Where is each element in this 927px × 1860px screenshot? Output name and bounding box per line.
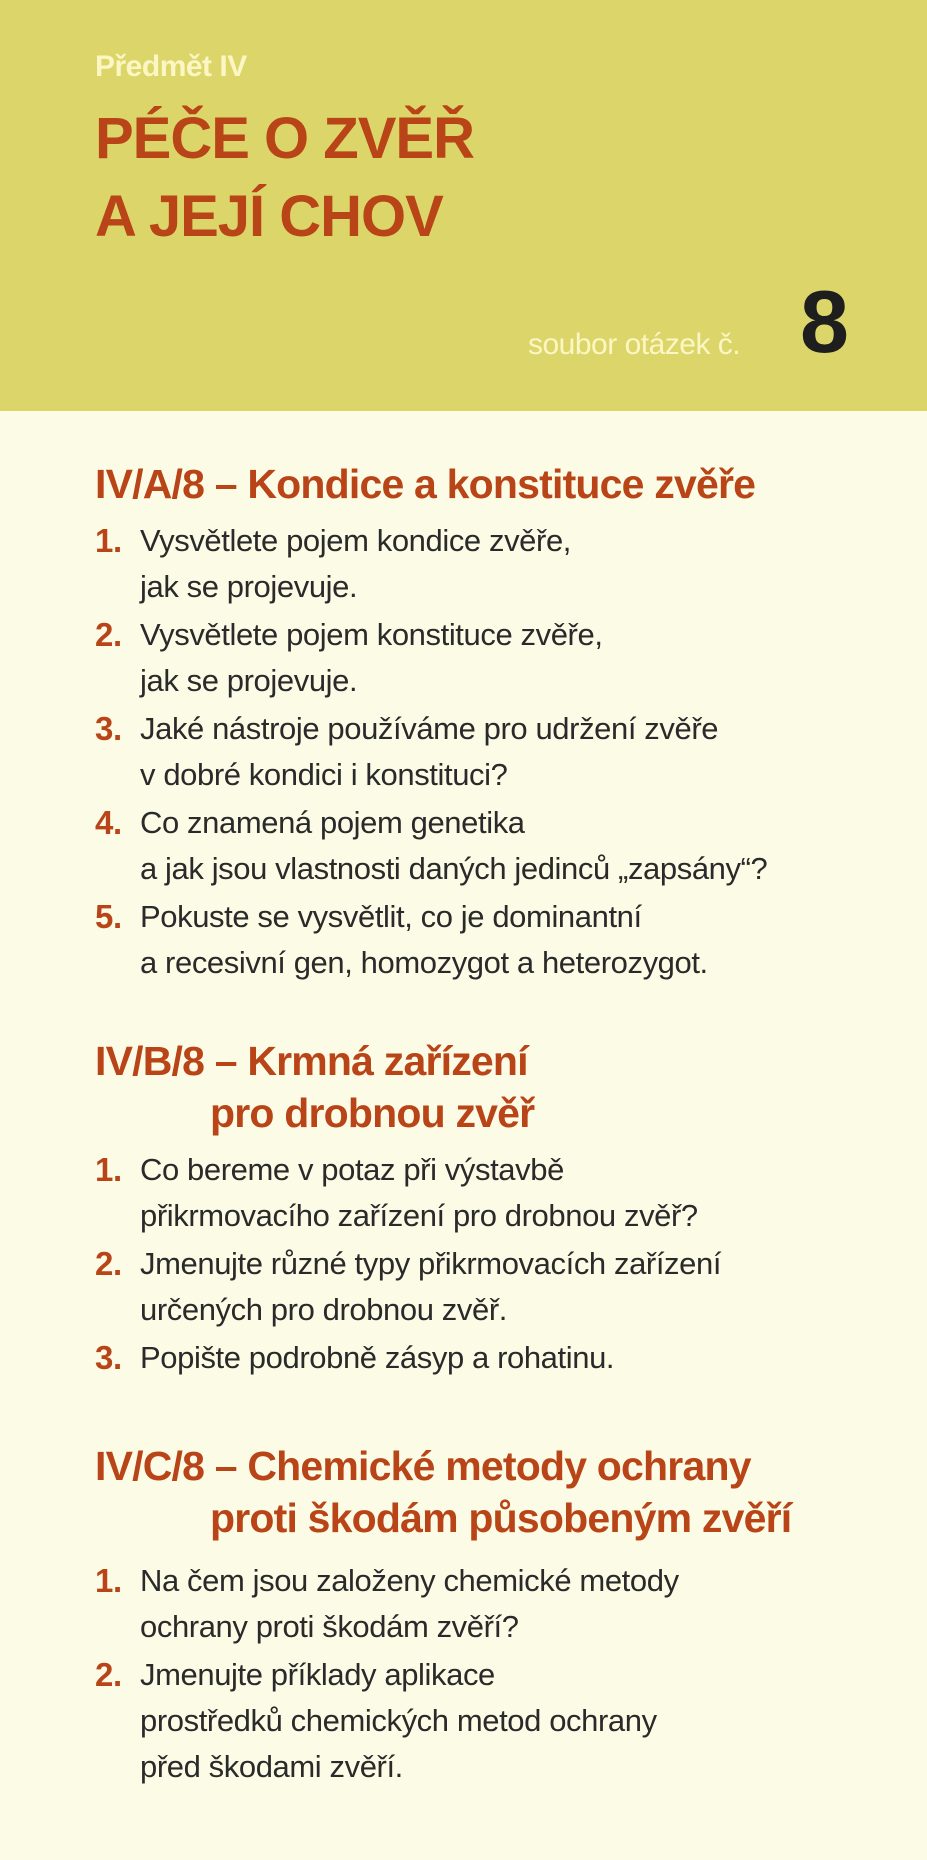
- header-band: [0, 0, 927, 411]
- question-set-label: soubor otázek č.: [528, 328, 741, 361]
- question-text-line: Co bereme v potaz při výstavbě: [140, 1152, 564, 1187]
- question-text-line: Jmenujte příklady aplikace: [140, 1657, 495, 1692]
- question-number: 1.: [95, 522, 122, 559]
- list-item: [95, 800, 915, 892]
- question-text-line: jak se projevuje.: [140, 569, 358, 604]
- page-title: [95, 100, 474, 256]
- list-item: [95, 894, 915, 986]
- question-text-line: přikrmovacího zařízení pro drobnou zvěř?: [140, 1198, 698, 1233]
- question-text-line: v dobré kondici i konstituci?: [140, 757, 508, 792]
- section-title: [95, 1440, 915, 1544]
- list-item: [95, 706, 915, 798]
- section-title-line-1: IV/C/8 – Chemické metody ochrany: [95, 1443, 751, 1489]
- list-item: [95, 1652, 915, 1790]
- question-number: 3.: [95, 710, 122, 747]
- question-set-number: 8: [800, 272, 849, 371]
- question-number: 3.: [95, 1339, 122, 1376]
- question-number: 1.: [95, 1151, 122, 1188]
- list-item: [95, 612, 915, 704]
- list-item: [95, 1241, 915, 1333]
- question-text-line: Vysvětlete pojem konstituce zvěře,: [140, 617, 603, 652]
- question-text-line: Jaké nástroje používáme pro udržení zvěře: [140, 711, 719, 746]
- question-list: [95, 1147, 915, 1381]
- list-item: [95, 518, 915, 610]
- question-number: 2.: [95, 1245, 122, 1282]
- section-title-line-2: pro drobnou zvěř: [210, 1090, 535, 1136]
- question-number: 2.: [95, 616, 122, 653]
- question-text-line: před škodami zvěří.: [140, 1749, 403, 1784]
- question-list: [95, 1558, 915, 1790]
- section-b: [95, 1035, 915, 1383]
- section-title-line-1: IV/A/8 – Kondice a konstituce zvěře: [95, 461, 756, 507]
- list-item: [95, 1335, 915, 1381]
- question-text-line: ochrany proti škodám zvěří?: [140, 1609, 519, 1644]
- section-a: [95, 458, 915, 988]
- section-title: [95, 1035, 915, 1139]
- section-title: [95, 458, 915, 510]
- question-text-line: Pokuste se vysvětlit, co je dominantní: [140, 899, 642, 934]
- question-text-line: Na čem jsou založeny chemické metody: [140, 1563, 679, 1598]
- question-text-line: Vysvětlete pojem kondice zvěře,: [140, 523, 572, 558]
- question-text-line: Jmenujte různé typy přikrmovacích zařízení: [140, 1246, 722, 1281]
- section-title-line-2: proti škodám působeným zvěří: [210, 1495, 792, 1541]
- question-text-line: určených pro drobnou zvěř.: [140, 1292, 507, 1327]
- question-text-line: a recesivní gen, homozygot a heterozygot.: [140, 945, 708, 980]
- question-list: [95, 518, 915, 986]
- section-title-line-1: IV/B/8 – Krmná zařízení: [95, 1038, 528, 1084]
- question-text-line: jak se projevuje.: [140, 663, 358, 698]
- question-number: 1.: [95, 1562, 122, 1599]
- title-line-2: A JEJÍ CHOV: [95, 184, 443, 249]
- question-text-line: Co znamená pojem genetika: [140, 805, 525, 840]
- list-item: [95, 1558, 915, 1650]
- question-text-line: a jak jsou vlastnosti daných jedinců „zapsány“?: [140, 851, 768, 886]
- title-line-1: PÉČE O ZVĚŘ: [95, 106, 474, 171]
- question-number: 4.: [95, 804, 122, 841]
- subject-label: Předmět IV: [95, 50, 247, 83]
- section-c: [95, 1440, 915, 1792]
- question-number: 2.: [95, 1656, 122, 1693]
- question-text-line: prostředků chemických metod ochrany: [140, 1703, 657, 1738]
- list-item: [95, 1147, 915, 1239]
- question-text-line: Popište podrobně zásyp a rohatinu.: [140, 1340, 615, 1375]
- question-number: 5.: [95, 898, 122, 935]
